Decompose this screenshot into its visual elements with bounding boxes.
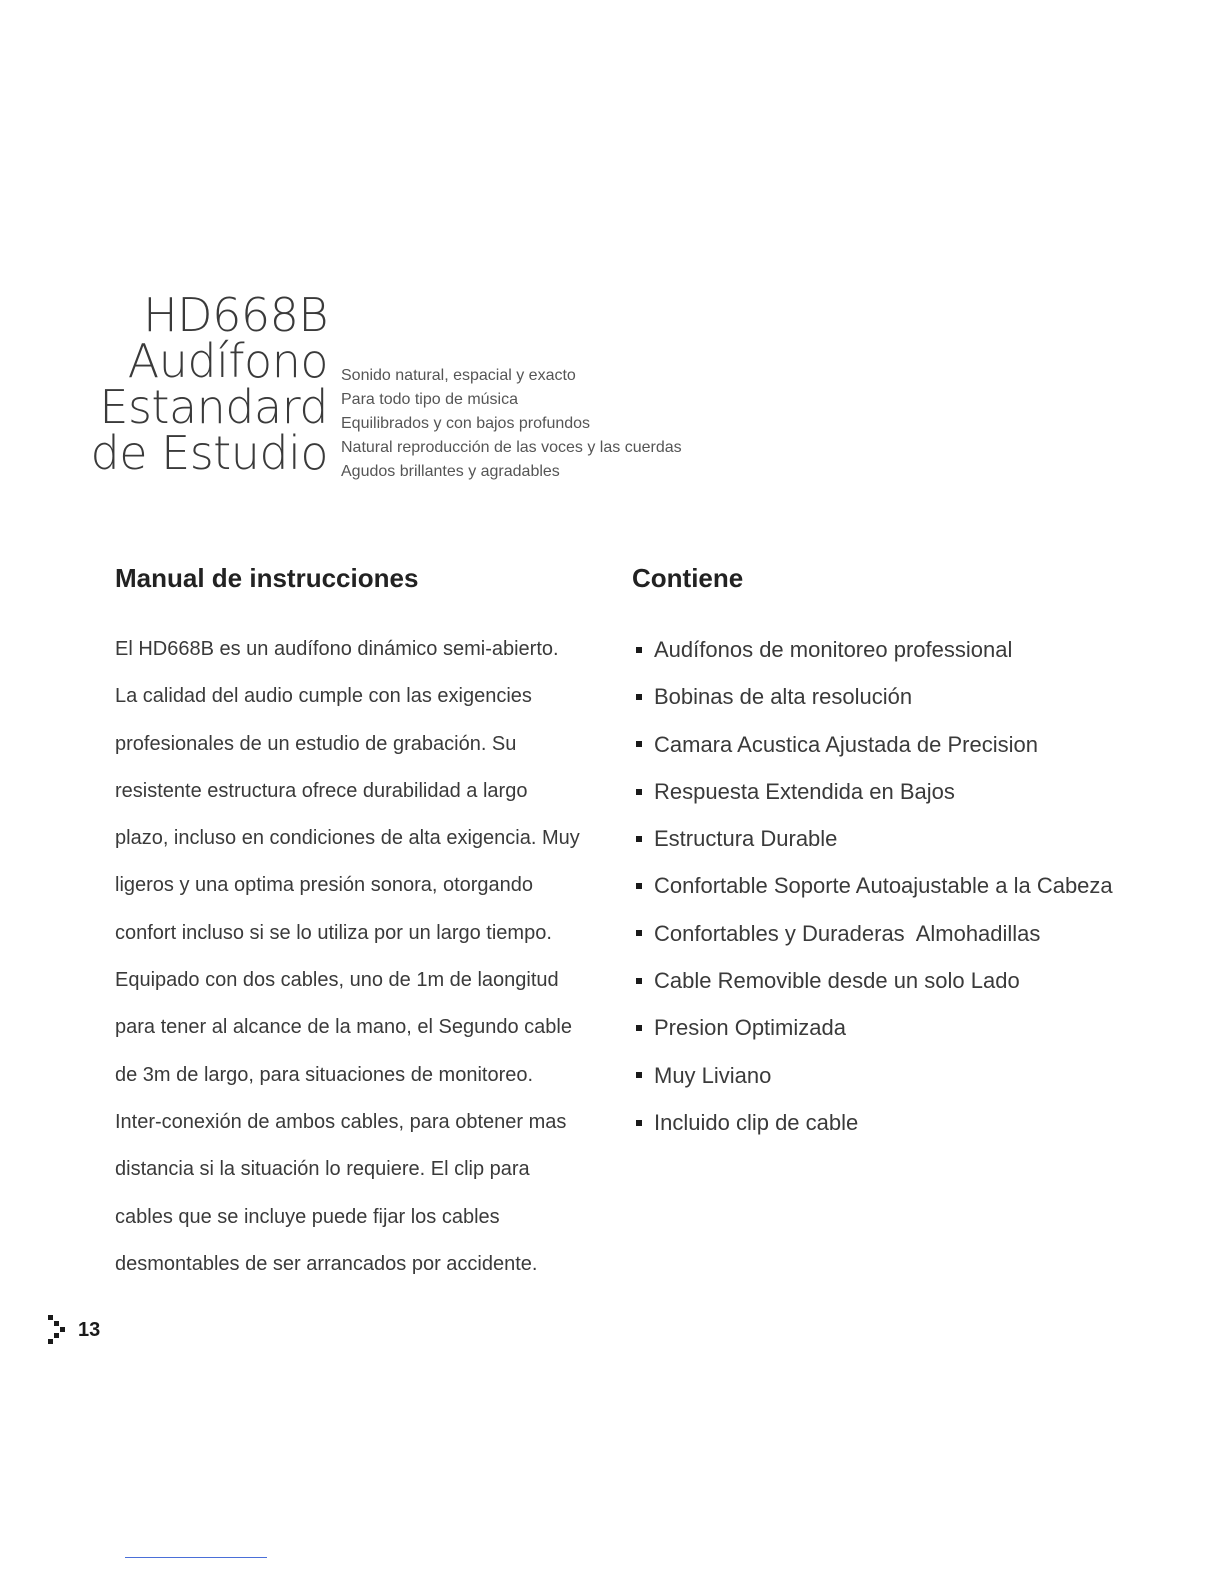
feature-item: Para todo tipo de música — [341, 391, 518, 408]
list-item — [632, 910, 1192, 957]
list-item — [632, 957, 1192, 1004]
page-number: 13 — [78, 1318, 101, 1341]
bullet-icon — [636, 1025, 642, 1031]
manual-line: cables que se incluye puede fijar los cables — [115, 1205, 500, 1228]
bullet-icon — [636, 1120, 642, 1126]
list-item — [632, 815, 1192, 862]
list-item — [632, 673, 1192, 720]
feature-list — [341, 364, 682, 484]
manual-line: para tener al alcance de la mano, el Segundo cable — [115, 1016, 572, 1039]
list-item — [632, 768, 1192, 815]
list-item-label: Bobinas de alta resolución — [654, 684, 913, 710]
manual-line: El HD668B es un audífono dinámico semi-abierto. — [115, 638, 559, 660]
manual-line: La calidad del audio cumple con las exigencies — [115, 685, 532, 708]
contents-list — [632, 626, 1192, 1146]
list-item-label: Presion Optimizada — [654, 1015, 846, 1041]
list-item — [632, 862, 1192, 909]
bullet-icon — [636, 694, 642, 700]
list-item-label: Estructura Durable — [654, 826, 838, 852]
bullet-icon — [636, 978, 642, 984]
list-item — [632, 1099, 1192, 1146]
feature-item: Agudos brillantes y agradables — [341, 463, 560, 480]
feature-item: Sonido natural, espacial y exacto — [341, 367, 576, 384]
list-item — [632, 1004, 1192, 1051]
list-item-label: Muy Liviano — [654, 1062, 772, 1088]
list-item — [632, 721, 1192, 768]
contents-heading: Contiene — [632, 563, 744, 593]
bullet-icon — [636, 789, 642, 795]
title-line-studio: de Estudio — [90, 426, 328, 480]
manual-section — [115, 560, 615, 1288]
list-item — [632, 1052, 1192, 1099]
manual-line: desmontables de ser arrancados por accidente. — [115, 1252, 538, 1275]
list-item-label: Camara Acustica Ajustada de Precision — [654, 731, 1038, 757]
bullet-icon — [636, 836, 642, 842]
bullet-icon — [636, 647, 642, 653]
page-footer — [46, 1313, 100, 1347]
title-line-model: HD668B — [143, 288, 328, 342]
dot-arrow-logo-icon — [46, 1313, 70, 1347]
bullet-icon — [636, 1072, 642, 1078]
list-item — [632, 626, 1192, 673]
manual-line: ligeros y una optima presión sonora, otorgando — [115, 874, 534, 897]
feature-item: Natural reproducción de las voces y las cuerdas — [341, 439, 682, 456]
list-item-label: Audífonos de monitoreo professional — [654, 637, 1013, 662]
list-item-label: Respuesta Extendida en Bajos — [654, 778, 955, 804]
bullet-icon — [636, 741, 642, 747]
manual-line: resistente estructura ofrece durabilidad a largo — [115, 779, 528, 802]
manual-line: confort incluso si se lo utiliza por un largo tiempo. — [115, 921, 552, 944]
manual-heading: Manual de instrucciones — [115, 563, 419, 593]
contents-section — [632, 560, 1192, 1146]
title-line-type: Audífono — [127, 334, 328, 388]
list-item-label: Cable Removible desde un solo Lado — [654, 968, 1020, 994]
bullet-icon — [636, 883, 642, 889]
list-item-label: Incluido clip de cable — [654, 1109, 859, 1135]
title-line-standard: Estandard — [99, 380, 328, 434]
manual-line: Inter-conexión de ambos cables, para obtener mas — [115, 1110, 567, 1133]
feature-item: Equilibrados y con bajos profundos — [341, 415, 591, 432]
list-item-label: Confortables y Duraderas Almohadillas — [654, 920, 1041, 946]
manual-line: de 3m de largo, para situaciones de monitoreo. — [115, 1063, 534, 1086]
bullet-icon — [636, 930, 642, 936]
manual-line: profesionales de un estudio de grabación. Su — [115, 732, 517, 755]
list-item-label: Confortable Soporte Autoajustable a la Cabeza — [654, 873, 1113, 899]
manual-line: distancia si la situación lo requiere. El clip para — [115, 1158, 530, 1181]
manual-line: Equipado con dos cables, uno de 1m de laongitud — [115, 969, 559, 992]
manual-body — [115, 626, 615, 1288]
product-title — [60, 288, 328, 480]
manual-line: plazo, incluso en condiciones de alta exigencia. Muy — [115, 827, 580, 850]
footnote-rule — [125, 1557, 267, 1558]
